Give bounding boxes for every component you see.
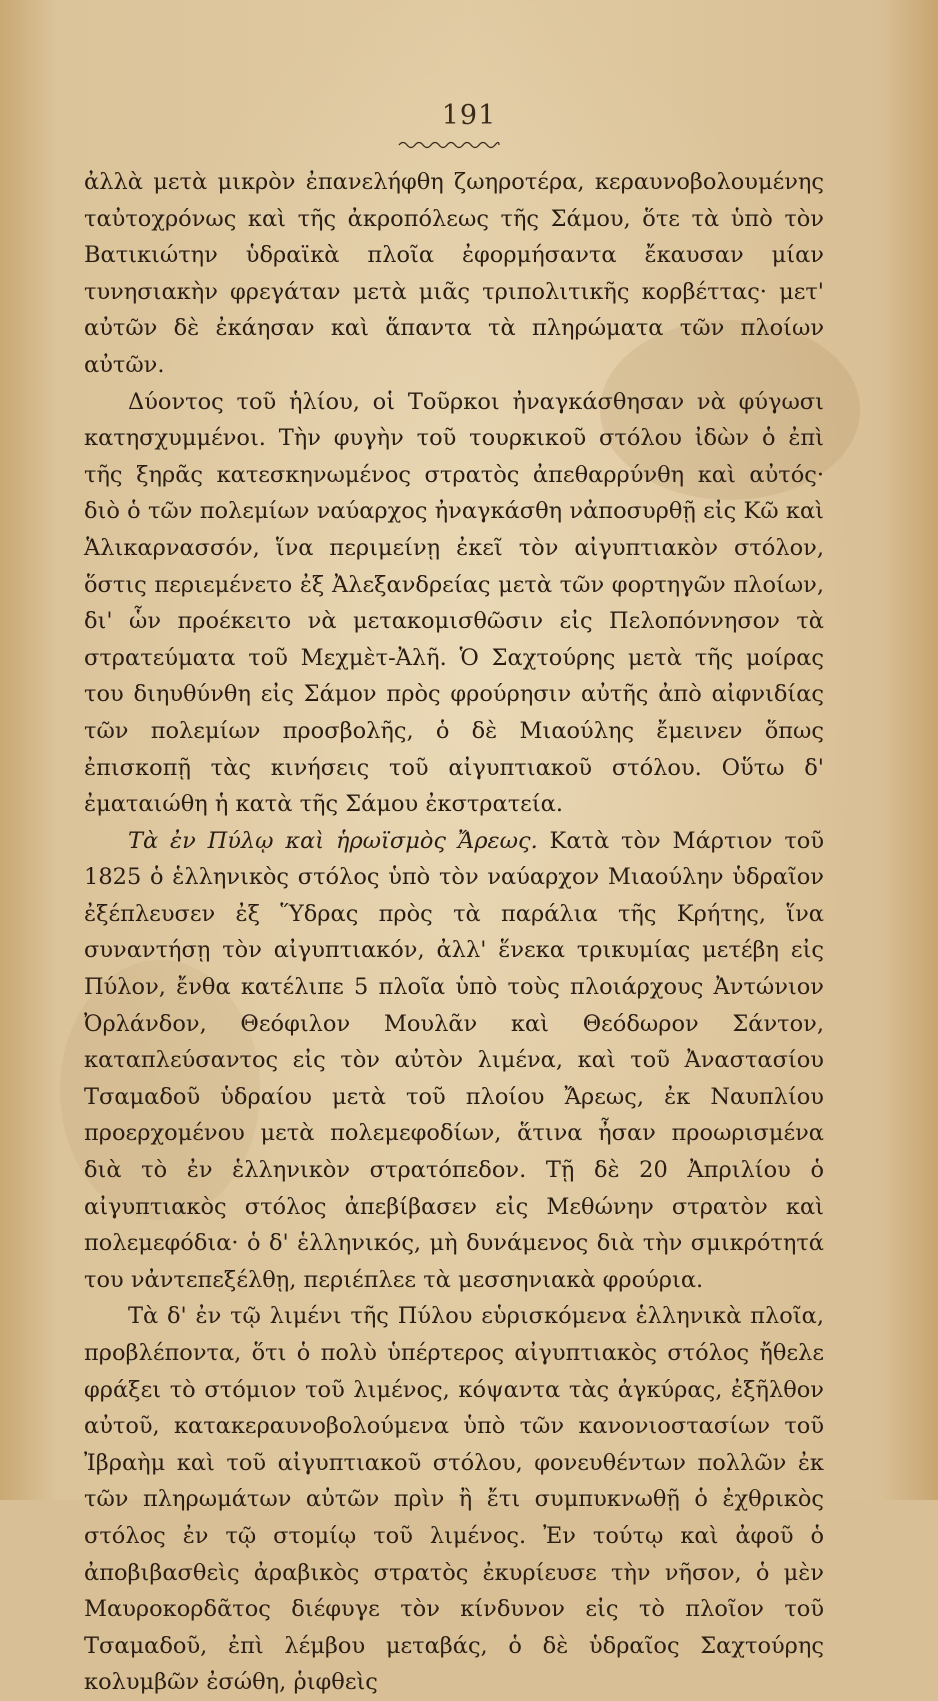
wavy-rule-ornament xyxy=(397,139,501,151)
paragraph-text: Κατὰ τὸν Μάρτιον τοῦ 1825 ὁ ἑλληνικὸς στόλος ὑπὸ τὸν ναύαρχον Μιαούλην ὑδραῖον ἐξέπλευσεν ἐξ Ὕδρας πρὸς τὰ παράλια τῆς Κρήτης, ἵνα συναντήσῃ τὸν αἰγυπτιακόν, ἀλλ' ἕνεκα τρικυμίας μετέβη εἰς Πύλον, ἔνθα κατέλιπε 5 πλοῖα ὑπὸ τοὺς πλοιάρχους Ἀντώνιον Ὀρλάνδον, Θεόφιλον Μουλᾶν καὶ Θεόδωρον Σάντον, καταπλεύσαντος εἰς τὸν αὐτὸν λιμένα, καὶ τοῦ Ἀναστασίου Τσαμαδοῦ ὑδραίου μετὰ τοῦ πλοίου Ἄρεως, ἐκ Ναυπλίου προερχομένου μετὰ πολεμεφοδίων, ἅτινα ἦσαν προωρισμένα διὰ τὸ ἐν ἑλληνικὸν στρατόπεδον. Τῇ δὲ 20 Ἀπριλίου ὁ αἰγυπτιακὸς στόλος ἀπεβίβασεν εἰς Μεθώνην στρατὸν καὶ πολεμεφόδια· ὁ δ' ἑλληνικός, μὴ δυνάμενος διὰ τὴν σμικρότητά του νἀντεπεξέλθῃ, περιέπλεε τὰ μεσσηνιακὰ φρούρια. xyxy=(84,827,824,1293)
body-text xyxy=(84,164,824,1701)
section-heading: Τὰ ἐν Πύλῳ καὶ ἡρωϊσμὸς Ἄρεως. xyxy=(128,827,538,854)
paragraph: Δύοντος τοῦ ἡλίου, οἱ Τοῦρκοι ἠναγκάσθησαν νὰ φύγωσι κατησχυμμένοι. Τὴν φυγὴν τοῦ τουρκικοῦ στόλου ἰδὼν ὁ ἐπὶ τῆς ξηρᾶς κατεσκηνωμένος στρατὸς ἀπεθαρρύνθη καὶ αὐτός· διὸ ὁ τῶν πολεμίων ναύαρχος ἠναγκάσθη νἀποσυρθῇ εἰς Κῶ καὶ Ἁλικαρνασσόν, ἵνα περιμείνῃ ἐκεῖ τὸν αἰγυπτιακὸν στόλον, ὅστις περιεμένετο ἐξ Ἀλεξανδρείας μετὰ τῶν φορτηγῶν πλοίων, δι' ὧν προέκειτο νὰ μετακομισθῶσιν εἰς Πελοπόννησον τὰ στρατεύματα τοῦ Μεχμὲτ-Ἀλῆ. Ὁ Σαχτούρης μετὰ τῆς μοίρας του διηυθύνθη εἰς Σάμον πρὸς φρούρησιν αὐτῆς ἀπὸ αἰφνιδίας τῶν πολεμίων προσβολῆς, ὁ δὲ Μιαούλης ἔμεινεν ὅπως ἐπισκοπῇ τὰς κινήσεις τοῦ αἰγυπτιακοῦ στόλου. Οὕτω δ' ἐματαιώθη ἡ κατὰ τῆς Σάμου ἐκστρατεία. xyxy=(84,388,824,818)
paragraph: ἀλλὰ μετὰ μικρὸν ἐπανελήφθη ζωηροτέρα, κεραυνοβολουμένης ταὐτοχρόνως καὶ τῆς ἀκροπόλεως τῆς Σάμου, ὅτε τὰ ὑπὸ τὸν Βατικιώτην ὑδραϊκὰ πλοῖα ἐφορμήσαντα ἔκαυσαν μίαν τυνησιακὴν φρεγάταν μετὰ μιᾶς τριπολιτικῆς κορβέττας· μετ' αὐτῶν δὲ ἐκάησαν καὶ ἅπαντα τὰ πληρώματα τῶν πλοίων αὐτῶν. xyxy=(84,169,824,378)
page-number: 191 xyxy=(441,100,497,131)
paragraph-with-heading xyxy=(84,823,824,1299)
paragraph: Τὰ δ' ἐν τῷ λιμένι τῆς Πύλου εὑρισκόμενα ἑλληνικὰ πλοῖα, προβλέποντα, ὅτι ὁ πολὺ ὑπέρτερος αἰγυπτιακὸς στόλος ἤθελε φράξει τὸ στόμιον τοῦ λιμένος, κόψαντα τὰς ἀγκύρας, ἐξῆλθον αὐτοῦ, κατακεραυνοβολούμενα ὑπὸ τῶν κανονιοστασίων τοῦ Ἰβραὴμ καὶ τοῦ αἰγυπτιακοῦ στόλου, φονευθέντων πολλῶν ἐκ τῶν πληρωμάτων αὐτῶν πρὶν ἢ ἔτι συμπυκνωθῇ ὁ ἐχθρικὸς στόλος ἐν τῷ στομίῳ τοῦ λιμένος. Ἐν τούτῳ καὶ ἀφοῦ ὁ ἀποβιβασθεὶς ἀραβικὸς στρατὸς ἐκυρίευσε τὴν νῆσον, ὁ μὲν Μαυροκορδᾶτος διέφυγε τὸν κίνδυνον εἰς τὸ πλοῖον τοῦ Τσαμαδοῦ, ἐπὶ λέμβου μεταβάς, ὁ δὲ ὑδραῖος Σαχτούρης κολυμβῶν ἐσώθη, ῥιφθεὶς xyxy=(84,1303,824,1696)
